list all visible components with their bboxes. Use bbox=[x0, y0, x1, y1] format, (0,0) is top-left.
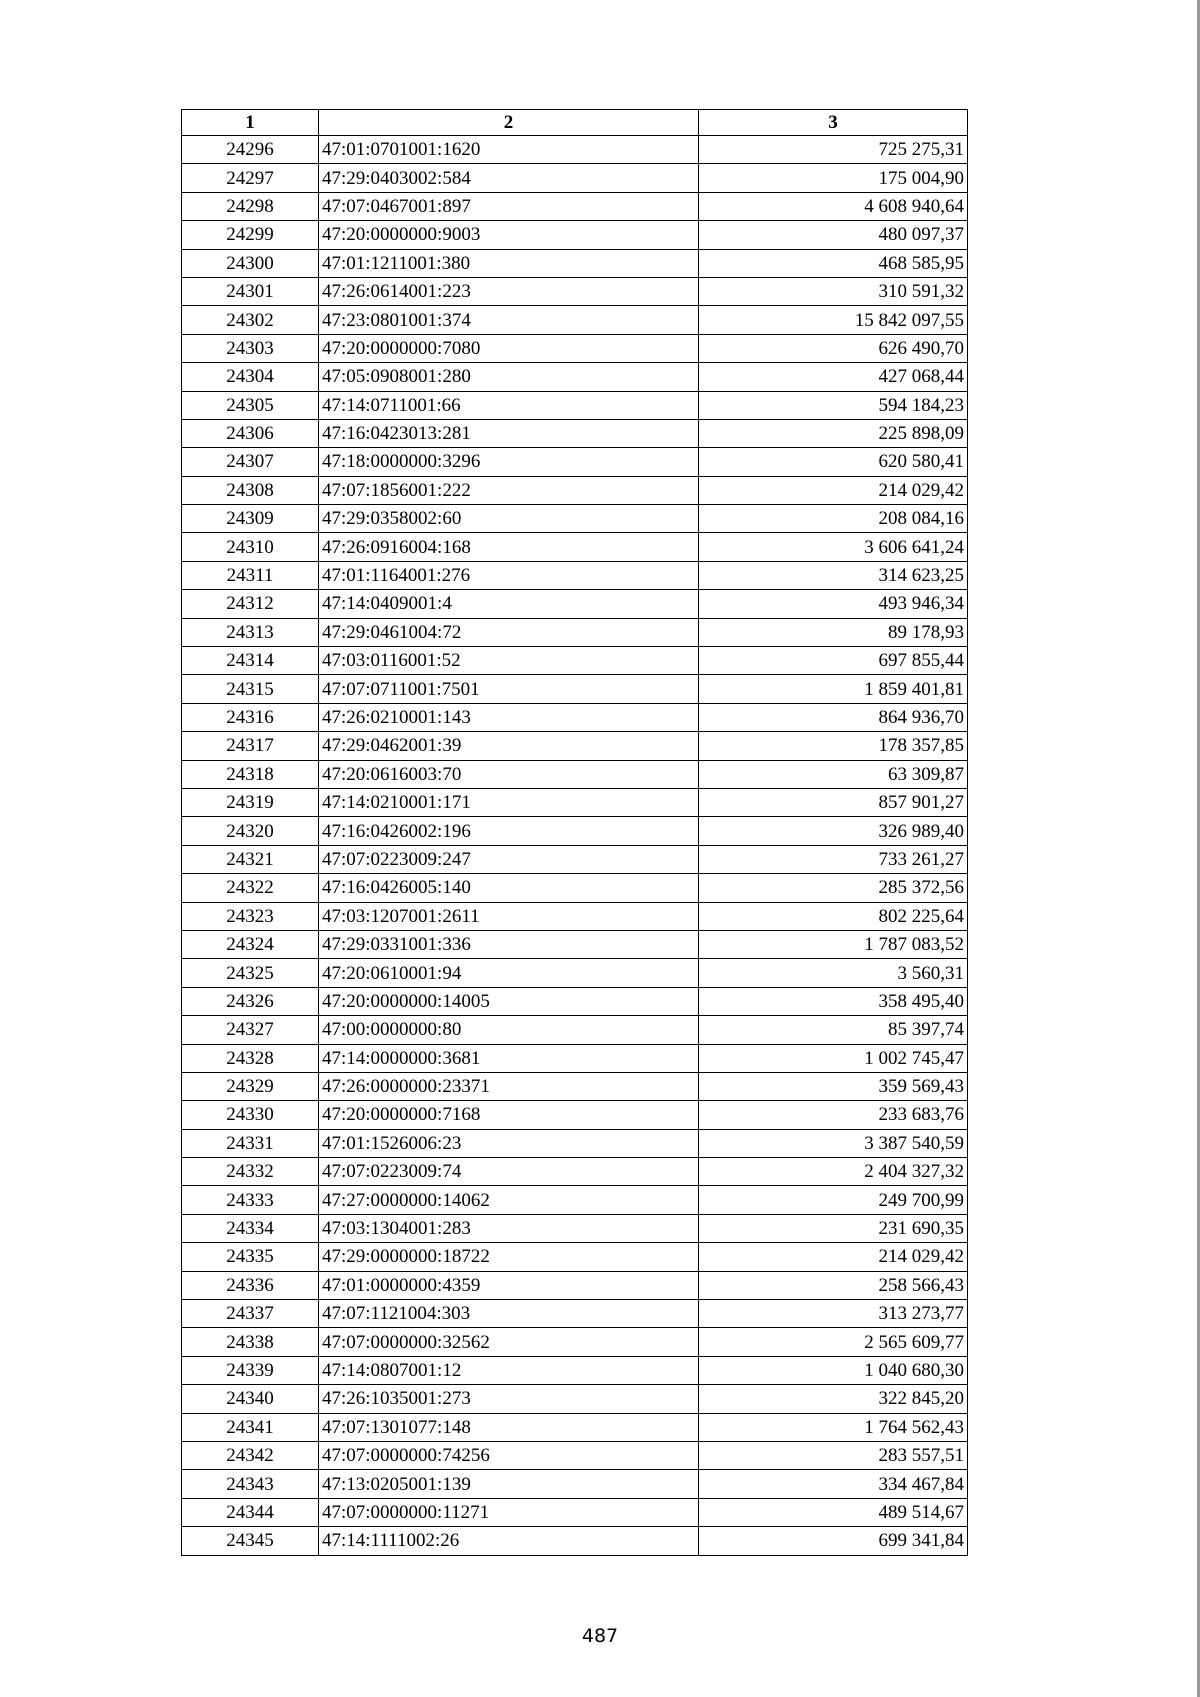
value-cell: 310 591,32 bbox=[699, 277, 968, 305]
table-row bbox=[182, 703, 968, 731]
row-number-cell: 24314 bbox=[182, 647, 319, 675]
cadastral-number-cell: 47:20:0000000:9003 bbox=[319, 221, 699, 249]
row-number-cell: 24313 bbox=[182, 618, 319, 646]
cadastral-number-cell: 47:01:1211001:380 bbox=[319, 249, 699, 277]
table-row bbox=[182, 675, 968, 703]
table-row bbox=[182, 959, 968, 987]
row-number-cell: 24328 bbox=[182, 1044, 319, 1072]
value-cell: 3 387 540,59 bbox=[699, 1129, 968, 1157]
cadastral-number-cell: 47:20:0616003:70 bbox=[319, 760, 699, 788]
table-row bbox=[182, 136, 968, 164]
cadastral-number-cell: 47:26:0000000:23371 bbox=[319, 1072, 699, 1100]
value-cell: 480 097,37 bbox=[699, 221, 968, 249]
cadastral-number-cell: 47:23:0801001:374 bbox=[319, 306, 699, 334]
cadastral-number-cell: 47:01:0701001:1620 bbox=[319, 136, 699, 164]
value-cell: 699 341,84 bbox=[699, 1527, 968, 1555]
cadastral-number-cell: 47:00:0000000:80 bbox=[319, 1016, 699, 1044]
row-number-cell: 24296 bbox=[182, 136, 319, 164]
table-row bbox=[182, 306, 968, 334]
table-row bbox=[182, 221, 968, 249]
cadastral-number-cell: 47:20:0000000:7168 bbox=[319, 1101, 699, 1129]
row-number-cell: 24345 bbox=[182, 1527, 319, 1555]
row-number-cell: 24304 bbox=[182, 363, 319, 391]
table-row bbox=[182, 845, 968, 873]
cadastral-number-cell: 47:14:0210001:171 bbox=[319, 788, 699, 816]
value-cell: 314 623,25 bbox=[699, 561, 968, 589]
cadastral-number-cell: 47:16:0423013:281 bbox=[319, 419, 699, 447]
value-cell: 326 989,40 bbox=[699, 817, 968, 845]
cadastral-number-cell: 47:03:1304001:283 bbox=[319, 1214, 699, 1242]
row-number-cell: 24302 bbox=[182, 306, 319, 334]
page-number: 487 bbox=[581, 1625, 619, 1647]
row-number-cell: 24301 bbox=[182, 277, 319, 305]
row-number-cell: 24320 bbox=[182, 817, 319, 845]
cadastral-number-cell: 47:07:0467001:897 bbox=[319, 192, 699, 220]
cadastral-number-cell: 47:07:0223009:247 bbox=[319, 845, 699, 873]
table-header-row bbox=[182, 110, 968, 136]
value-cell: 214 029,42 bbox=[699, 1243, 968, 1271]
cadastral-number-cell: 47:07:0000000:32562 bbox=[319, 1328, 699, 1356]
row-number-cell: 24340 bbox=[182, 1385, 319, 1413]
table-row bbox=[182, 902, 968, 930]
cadastral-number-cell: 47:07:1856001:222 bbox=[319, 476, 699, 504]
row-number-cell: 24330 bbox=[182, 1101, 319, 1129]
cadastral-number-cell: 47:07:1301077:148 bbox=[319, 1413, 699, 1441]
cadastral-number-cell: 47:29:0331001:336 bbox=[319, 930, 699, 958]
table-row bbox=[182, 760, 968, 788]
table-body bbox=[182, 136, 968, 1556]
row-number-cell: 24298 bbox=[182, 192, 319, 220]
row-number-cell: 24341 bbox=[182, 1413, 319, 1441]
table-row bbox=[182, 1328, 968, 1356]
table-row bbox=[182, 391, 968, 419]
cadastral-number-cell: 47:03:1207001:2611 bbox=[319, 902, 699, 930]
cadastral-number-cell: 47:05:0908001:280 bbox=[319, 363, 699, 391]
table-row bbox=[182, 1129, 968, 1157]
value-cell: 857 901,27 bbox=[699, 788, 968, 816]
value-cell: 1 002 745,47 bbox=[699, 1044, 968, 1072]
cadastral-number-cell: 47:29:0462001:39 bbox=[319, 732, 699, 760]
table-row bbox=[182, 1072, 968, 1100]
cadastral-number-cell: 47:16:0426002:196 bbox=[319, 817, 699, 845]
row-number-cell: 24337 bbox=[182, 1300, 319, 1328]
cadastral-number-cell: 47:07:0000000:74256 bbox=[319, 1441, 699, 1469]
value-cell: 1 040 680,30 bbox=[699, 1356, 968, 1384]
table-row bbox=[182, 618, 968, 646]
row-number-cell: 24322 bbox=[182, 874, 319, 902]
table-row bbox=[182, 1214, 968, 1242]
row-number-cell: 24308 bbox=[182, 476, 319, 504]
value-cell: 85 397,74 bbox=[699, 1016, 968, 1044]
row-number-cell: 24329 bbox=[182, 1072, 319, 1100]
value-cell: 258 566,43 bbox=[699, 1271, 968, 1299]
value-cell: 214 029,42 bbox=[699, 476, 968, 504]
cadastral-number-cell: 47:26:0614001:223 bbox=[319, 277, 699, 305]
cadastral-number-cell: 47:01:1164001:276 bbox=[319, 561, 699, 589]
table-row bbox=[182, 1385, 968, 1413]
value-cell: 2 565 609,77 bbox=[699, 1328, 968, 1356]
row-number-cell: 24310 bbox=[182, 533, 319, 561]
value-cell: 225 898,09 bbox=[699, 419, 968, 447]
row-number-cell: 24312 bbox=[182, 590, 319, 618]
cadastral-number-cell: 47:14:0807001:12 bbox=[319, 1356, 699, 1384]
value-cell: 427 068,44 bbox=[699, 363, 968, 391]
cadastral-number-cell: 47:03:0116001:52 bbox=[319, 647, 699, 675]
value-cell: 493 946,34 bbox=[699, 590, 968, 618]
value-cell: 313 273,77 bbox=[699, 1300, 968, 1328]
table-row bbox=[182, 1243, 968, 1271]
value-cell: 63 309,87 bbox=[699, 760, 968, 788]
value-cell: 208 084,16 bbox=[699, 505, 968, 533]
cadastral-number-cell: 47:29:0461004:72 bbox=[319, 618, 699, 646]
table-row bbox=[182, 192, 968, 220]
table-row bbox=[182, 533, 968, 561]
cadastral-number-cell: 47:01:1526006:23 bbox=[319, 1129, 699, 1157]
value-cell: 725 275,31 bbox=[699, 136, 968, 164]
table-row bbox=[182, 1470, 968, 1498]
row-number-cell: 24336 bbox=[182, 1271, 319, 1299]
value-cell: 468 585,95 bbox=[699, 249, 968, 277]
value-cell: 358 495,40 bbox=[699, 987, 968, 1015]
cadastral-number-cell: 47:13:0205001:139 bbox=[319, 1470, 699, 1498]
row-number-cell: 24316 bbox=[182, 703, 319, 731]
table-row bbox=[182, 363, 968, 391]
value-cell: 802 225,64 bbox=[699, 902, 968, 930]
table-row bbox=[182, 1300, 968, 1328]
value-cell: 233 683,76 bbox=[699, 1101, 968, 1129]
row-number-cell: 24324 bbox=[182, 930, 319, 958]
value-cell: 359 569,43 bbox=[699, 1072, 968, 1100]
row-number-cell: 24321 bbox=[182, 845, 319, 873]
table-row bbox=[182, 1016, 968, 1044]
table-row bbox=[182, 1044, 968, 1072]
data-table bbox=[181, 109, 968, 1556]
value-cell: 1 859 401,81 bbox=[699, 675, 968, 703]
table-row bbox=[182, 1441, 968, 1469]
value-cell: 89 178,93 bbox=[699, 618, 968, 646]
value-cell: 1 764 562,43 bbox=[699, 1413, 968, 1441]
table-row bbox=[182, 1527, 968, 1555]
cadastral-number-cell: 47:20:0610001:94 bbox=[319, 959, 699, 987]
row-number-cell: 24339 bbox=[182, 1356, 319, 1384]
value-cell: 178 357,85 bbox=[699, 732, 968, 760]
table-row bbox=[182, 987, 968, 1015]
row-number-cell: 24315 bbox=[182, 675, 319, 703]
table-row bbox=[182, 1101, 968, 1129]
value-cell: 3 606 641,24 bbox=[699, 533, 968, 561]
row-number-cell: 24326 bbox=[182, 987, 319, 1015]
value-cell: 594 184,23 bbox=[699, 391, 968, 419]
value-cell: 285 372,56 bbox=[699, 874, 968, 902]
table-row bbox=[182, 277, 968, 305]
table-row bbox=[182, 1271, 968, 1299]
row-number-cell: 24319 bbox=[182, 788, 319, 816]
cadastral-number-cell: 47:14:1111002:26 bbox=[319, 1527, 699, 1555]
column-header-2: 2 bbox=[319, 110, 699, 136]
table-row bbox=[182, 1186, 968, 1214]
cadastral-number-cell: 47:26:1035001:273 bbox=[319, 1385, 699, 1413]
value-cell: 4 608 940,64 bbox=[699, 192, 968, 220]
table-row bbox=[182, 505, 968, 533]
table-row bbox=[182, 732, 968, 760]
cadastral-number-cell: 47:07:0223009:74 bbox=[319, 1158, 699, 1186]
value-cell: 620 580,41 bbox=[699, 448, 968, 476]
table-row bbox=[182, 647, 968, 675]
row-number-cell: 24300 bbox=[182, 249, 319, 277]
column-header-3: 3 bbox=[699, 110, 968, 136]
row-number-cell: 24332 bbox=[182, 1158, 319, 1186]
cadastral-number-cell: 47:18:0000000:3296 bbox=[319, 448, 699, 476]
cadastral-number-cell: 47:07:0711001:7501 bbox=[319, 675, 699, 703]
cadastral-number-cell: 47:14:0711001:66 bbox=[319, 391, 699, 419]
row-number-cell: 24299 bbox=[182, 221, 319, 249]
cadastral-number-cell: 47:26:0916004:168 bbox=[319, 533, 699, 561]
table-row bbox=[182, 874, 968, 902]
cadastral-number-cell: 47:29:0358002:60 bbox=[319, 505, 699, 533]
row-number-cell: 24306 bbox=[182, 419, 319, 447]
value-cell: 334 467,84 bbox=[699, 1470, 968, 1498]
table-row bbox=[182, 249, 968, 277]
value-cell: 733 261,27 bbox=[699, 845, 968, 873]
cadastral-number-cell: 47:16:0426005:140 bbox=[319, 874, 699, 902]
row-number-cell: 24323 bbox=[182, 902, 319, 930]
row-number-cell: 24318 bbox=[182, 760, 319, 788]
value-cell: 175 004,90 bbox=[699, 164, 968, 192]
table-row bbox=[182, 1356, 968, 1384]
cadastral-number-cell: 47:20:0000000:14005 bbox=[319, 987, 699, 1015]
cadastral-number-cell: 47:07:1121004:303 bbox=[319, 1300, 699, 1328]
table-row bbox=[182, 1413, 968, 1441]
row-number-cell: 24333 bbox=[182, 1186, 319, 1214]
value-cell: 15 842 097,55 bbox=[699, 306, 968, 334]
table-row bbox=[182, 817, 968, 845]
row-number-cell: 24303 bbox=[182, 334, 319, 362]
row-number-cell: 24309 bbox=[182, 505, 319, 533]
table-row bbox=[182, 334, 968, 362]
cadastral-number-cell: 47:29:0000000:18722 bbox=[319, 1243, 699, 1271]
value-cell: 1 787 083,52 bbox=[699, 930, 968, 958]
table-row bbox=[182, 164, 968, 192]
table-row bbox=[182, 419, 968, 447]
row-number-cell: 24297 bbox=[182, 164, 319, 192]
row-number-cell: 24317 bbox=[182, 732, 319, 760]
table-row bbox=[182, 930, 968, 958]
cadastral-number-cell: 47:26:0210001:143 bbox=[319, 703, 699, 731]
cadastral-number-cell: 47:27:0000000:14062 bbox=[319, 1186, 699, 1214]
table-row bbox=[182, 476, 968, 504]
row-number-cell: 24325 bbox=[182, 959, 319, 987]
row-number-cell: 24327 bbox=[182, 1016, 319, 1044]
row-number-cell: 24344 bbox=[182, 1498, 319, 1526]
table-row bbox=[182, 590, 968, 618]
row-number-cell: 24307 bbox=[182, 448, 319, 476]
table-row bbox=[182, 1158, 968, 1186]
row-number-cell: 24335 bbox=[182, 1243, 319, 1271]
value-cell: 231 690,35 bbox=[699, 1214, 968, 1242]
value-cell: 249 700,99 bbox=[699, 1186, 968, 1214]
table-row bbox=[182, 561, 968, 589]
table-row bbox=[182, 1498, 968, 1526]
value-cell: 489 514,67 bbox=[699, 1498, 968, 1526]
row-number-cell: 24343 bbox=[182, 1470, 319, 1498]
cadastral-number-cell: 47:14:0000000:3681 bbox=[319, 1044, 699, 1072]
value-cell: 2 404 327,32 bbox=[699, 1158, 968, 1186]
row-number-cell: 24334 bbox=[182, 1214, 319, 1242]
cadastral-number-cell: 47:01:0000000:4359 bbox=[319, 1271, 699, 1299]
value-cell: 3 560,31 bbox=[699, 959, 968, 987]
cadastral-number-cell: 47:20:0000000:7080 bbox=[319, 334, 699, 362]
row-number-cell: 24342 bbox=[182, 1441, 319, 1469]
row-number-cell: 24331 bbox=[182, 1129, 319, 1157]
table-row bbox=[182, 448, 968, 476]
value-cell: 626 490,70 bbox=[699, 334, 968, 362]
value-cell: 697 855,44 bbox=[699, 647, 968, 675]
value-cell: 322 845,20 bbox=[699, 1385, 968, 1413]
cadastral-number-cell: 47:29:0403002:584 bbox=[319, 164, 699, 192]
row-number-cell: 24311 bbox=[182, 561, 319, 589]
value-cell: 283 557,51 bbox=[699, 1441, 968, 1469]
cadastral-number-cell: 47:07:0000000:11271 bbox=[319, 1498, 699, 1526]
row-number-cell: 24305 bbox=[182, 391, 319, 419]
column-header-1: 1 bbox=[182, 110, 319, 136]
cadastral-number-cell: 47:14:0409001:4 bbox=[319, 590, 699, 618]
row-number-cell: 24338 bbox=[182, 1328, 319, 1356]
table-row bbox=[182, 788, 968, 816]
value-cell: 864 936,70 bbox=[699, 703, 968, 731]
